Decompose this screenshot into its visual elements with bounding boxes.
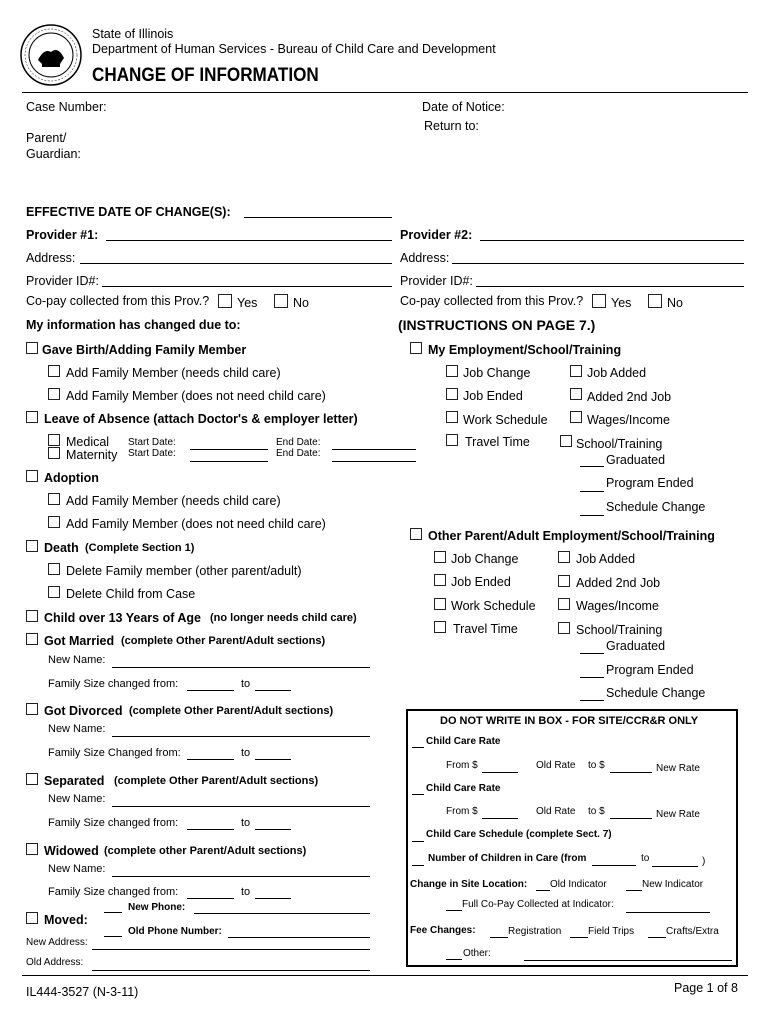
other-fee-field[interactable] xyxy=(524,960,732,961)
my-graduated-line[interactable] xyxy=(580,466,604,467)
full-copay-label: Full Co-Pay Collected at Indicator: xyxy=(462,899,614,910)
old-phone-check-line[interactable] xyxy=(104,936,122,937)
separated-size-to-field[interactable] xyxy=(255,829,291,830)
widowed-to-label: to xyxy=(241,886,251,898)
rate1-from-field[interactable] xyxy=(482,772,518,773)
other-work-schedule-label: Work Schedule xyxy=(451,599,536,613)
medical-start-label: Start Date: xyxy=(128,437,176,448)
state-seal-logo xyxy=(20,24,82,86)
add-no-care-label: Add Family Member (does not need child care) xyxy=(66,389,326,403)
parent-label: Parent/ xyxy=(26,131,67,145)
medical-end-field[interactable] xyxy=(332,449,416,450)
footer-divider xyxy=(22,975,748,976)
my-employment-label: My Employment/School/Training xyxy=(428,343,622,357)
full-copay-field[interactable] xyxy=(626,912,710,913)
other-added-2nd-label: Added 2nd Job xyxy=(576,576,661,590)
got-married-label: Got Married xyxy=(44,634,115,648)
effective-date-label: EFFECTIVE DATE OF CHANGE(S): xyxy=(26,205,231,219)
my-job-ended-label: Job Ended xyxy=(463,389,523,403)
my-work-schedule-checkbox[interactable] xyxy=(446,411,458,423)
separated-new-name-field[interactable] xyxy=(112,806,370,807)
maternity-start-field[interactable] xyxy=(190,461,268,462)
num-children-check-line[interactable] xyxy=(412,865,424,866)
other-schedule-change-line[interactable] xyxy=(580,700,604,701)
leave-of-absence-checkbox[interactable] xyxy=(26,411,38,423)
delete-member-checkbox[interactable] xyxy=(48,563,60,575)
widowed-size-to-field[interactable] xyxy=(255,898,291,899)
widowed-new-name-field[interactable] xyxy=(112,876,370,877)
maternity-label: Maternity xyxy=(66,448,118,462)
add-no-care-checkbox[interactable] xyxy=(48,388,60,400)
my-job-added-checkbox[interactable] xyxy=(570,365,582,377)
old-indicator-check-line[interactable] xyxy=(536,890,550,891)
site-location-label: Change in Site Location: xyxy=(410,879,528,890)
widowed-label: Widowed xyxy=(44,844,99,858)
provider1-id-label: Provider ID#: xyxy=(26,274,99,288)
my-schedule-change-label: Schedule Change xyxy=(606,500,706,514)
new-indicator-check-line[interactable] xyxy=(626,890,642,891)
other-school-training-label: School/Training xyxy=(576,623,663,637)
got-divorced-note: (complete Other Parent/Adult sections) xyxy=(129,705,334,717)
num-children-label: Number of Children in Care (from xyxy=(428,853,587,864)
maternity-checkbox[interactable] xyxy=(48,447,60,459)
separated-family-size-label: Family Size changed from: xyxy=(48,817,179,829)
my-program-ended-line[interactable] xyxy=(580,491,604,492)
adopt-no-care-label: Add Family Member (does not need child care) xyxy=(66,517,326,531)
other-employment-label: Other Parent/Adult Employment/School/Training xyxy=(428,529,715,543)
provider2-copay-no-checkbox[interactable] xyxy=(648,294,662,308)
provider1-field[interactable] xyxy=(106,240,392,241)
adopt-no-care-checkbox[interactable] xyxy=(48,516,60,528)
my-graduated-label: Graduated xyxy=(606,453,666,467)
my-schedule-change-line[interactable] xyxy=(580,515,604,516)
header-divider xyxy=(22,92,748,93)
my-employment-checkbox[interactable] xyxy=(410,342,422,354)
new-phone-field[interactable] xyxy=(194,913,370,914)
effective-date-field[interactable] xyxy=(244,217,392,218)
adoption-label: Adoption xyxy=(44,471,99,485)
my-job-added-label: Job Added xyxy=(587,366,647,380)
other-job-added-label: Job Added xyxy=(576,552,636,566)
my-wages-label: Wages/Income xyxy=(587,413,670,427)
other-program-ended-line[interactable] xyxy=(580,677,604,678)
other-added-2nd-checkbox[interactable] xyxy=(558,575,570,587)
rate1-label: Child Care Rate xyxy=(426,736,501,747)
divorced-new-name-field[interactable] xyxy=(112,736,370,737)
my-work-schedule-label: Work Schedule xyxy=(463,413,548,427)
separated-note: (complete Other Parent/Adult sections) xyxy=(114,775,319,787)
provider2-address-field[interactable] xyxy=(452,263,744,264)
num-children-close-paren: ) xyxy=(702,856,706,867)
other-job-ended-checkbox[interactable] xyxy=(434,574,446,586)
medical-checkbox[interactable] xyxy=(48,434,60,446)
married-to-label: to xyxy=(241,678,251,690)
case-number-label: Case Number: xyxy=(26,100,107,114)
crafts-check-line[interactable] xyxy=(648,937,666,938)
delete-child-checkbox[interactable] xyxy=(48,586,60,598)
my-travel-time-label: Travel Time xyxy=(465,435,530,449)
date-of-notice-label: Date of Notice: xyxy=(422,100,505,114)
adopt-needs-care-label: Add Family Member (needs child care) xyxy=(66,494,281,508)
widowed-family-size-label: Family Size changed from: xyxy=(48,886,179,898)
provider1-address-field[interactable] xyxy=(80,263,392,264)
other-job-change-checkbox[interactable] xyxy=(434,551,446,563)
widowed-size-from-field[interactable] xyxy=(187,898,234,899)
moved-label: Moved: xyxy=(44,913,88,927)
separated-size-from-field[interactable] xyxy=(187,829,234,830)
other-job-added-checkbox[interactable] xyxy=(558,551,570,563)
divorced-new-name-label: New Name: xyxy=(48,723,106,735)
num-children-from-field[interactable] xyxy=(592,865,636,866)
other-schedule-change-label: Schedule Change xyxy=(606,686,706,700)
add-needs-care-checkbox[interactable] xyxy=(48,365,60,377)
provider2-id-field[interactable] xyxy=(476,286,744,287)
got-married-note: (complete Other Parent/Adult sections) xyxy=(121,635,326,647)
rate2-check-line[interactable] xyxy=(412,794,424,795)
new-indicator-label: New Indicator xyxy=(642,879,704,890)
provider1-label: Provider #1: xyxy=(26,228,99,242)
got-divorced-label: Got Divorced xyxy=(44,704,123,718)
medical-start-field[interactable] xyxy=(190,449,268,450)
other-employment-checkbox[interactable] xyxy=(410,528,422,540)
gave-birth-checkbox[interactable] xyxy=(26,342,38,354)
rate2-to-label: to $ xyxy=(588,806,605,817)
maternity-end-label: End Date: xyxy=(276,448,321,459)
my-job-change-label: Job Change xyxy=(463,366,531,380)
department-name: Department of Human Services - Bureau of Child Care and Development xyxy=(92,42,496,56)
got-married-checkbox[interactable] xyxy=(26,633,38,645)
rate1-to-label: to $ xyxy=(588,760,605,771)
provider1-address-label: Address: xyxy=(26,251,76,265)
other-fee-label: Other: xyxy=(463,948,491,959)
changed-due-to-heading: My information has changed due to: xyxy=(26,318,241,332)
delete-child-label: Delete Child from Case xyxy=(66,587,196,601)
separated-checkbox[interactable] xyxy=(26,773,38,785)
maternity-end-field[interactable] xyxy=(332,461,416,462)
provider2-label: Provider #2: xyxy=(400,228,473,242)
provider2-yes-label: Yes xyxy=(611,296,632,310)
fee-changes-label: Fee Changes: xyxy=(410,925,476,936)
field-trips-label: Field Trips xyxy=(588,926,635,937)
death-note: (Complete Section 1) xyxy=(85,542,195,554)
provider2-no-label: No xyxy=(667,296,683,310)
other-job-change-label: Job Change xyxy=(451,552,519,566)
leave-of-absence-label: Leave of Absence (attach Doctor's & employer letter) xyxy=(44,412,358,426)
my-travel-time-checkbox[interactable] xyxy=(446,434,458,446)
divorced-family-size-label: Family Size Changed from: xyxy=(48,747,181,759)
married-new-name-field[interactable] xyxy=(112,667,370,668)
provider1-copay-no-checkbox[interactable] xyxy=(274,294,288,308)
old-indicator-label: Old Indicator xyxy=(550,879,607,890)
my-added-2nd-checkbox[interactable] xyxy=(570,388,582,400)
other-travel-time-label: Travel Time xyxy=(453,622,518,636)
moved-checkbox[interactable] xyxy=(26,912,38,924)
num-children-to-field[interactable] xyxy=(652,866,698,867)
rate2-old-rate-label: Old Rate xyxy=(536,806,576,817)
my-job-ended-checkbox[interactable] xyxy=(446,388,458,400)
separated-label: Separated xyxy=(44,774,105,788)
provider1-copay-yes-checkbox[interactable] xyxy=(218,294,232,308)
my-program-ended-label: Program Ended xyxy=(606,476,694,490)
office-box-title: DO NOT WRITE IN BOX - FOR SITE/CCR&R ONLY xyxy=(440,715,699,727)
provider2-copay-label: Co-pay collected from this Prov.? xyxy=(400,294,584,308)
other-fee-check-line[interactable] xyxy=(446,959,462,960)
other-wages-label: Wages/Income xyxy=(576,599,659,613)
other-school-training-checkbox[interactable] xyxy=(558,622,570,634)
other-work-schedule-checkbox[interactable] xyxy=(434,598,446,610)
page-title: CHANGE OF INFORMATION xyxy=(92,65,319,86)
rate2-from-label: From $ xyxy=(446,806,478,817)
old-address-label: Old Address: xyxy=(26,957,84,968)
other-program-ended-label: Program Ended xyxy=(606,663,694,677)
other-job-ended-label: Job Ended xyxy=(451,575,511,589)
instructions-note: (INSTRUCTIONS ON PAGE 7.) xyxy=(398,317,596,333)
provider1-id-field[interactable] xyxy=(102,286,392,287)
other-wages-checkbox[interactable] xyxy=(558,598,570,610)
separated-to-label: to xyxy=(241,817,251,829)
full-copay-check-line[interactable] xyxy=(446,910,462,911)
old-phone-label: Old Phone Number: xyxy=(128,926,222,937)
medical-label: Medical xyxy=(66,435,110,449)
rate1-from-label: From $ xyxy=(446,760,478,771)
registration-check-line[interactable] xyxy=(490,937,508,938)
other-travel-time-checkbox[interactable] xyxy=(434,621,446,633)
my-added-2nd-label: Added 2nd Job xyxy=(587,390,672,404)
adoption-checkbox[interactable] xyxy=(26,470,38,482)
my-wages-checkbox[interactable] xyxy=(570,411,582,423)
page-number: Page 1 of 8 xyxy=(674,981,738,995)
new-address-label: New Address: xyxy=(26,937,88,948)
rate2-to-field[interactable] xyxy=(610,818,652,819)
provider2-id-label: Provider ID#: xyxy=(400,274,473,288)
new-phone-check-line[interactable] xyxy=(104,912,122,913)
form-number: IL444-3527 (N-3-11) xyxy=(26,985,139,999)
provider1-copay-label: Co-pay collected from this Prov.? xyxy=(26,294,210,308)
delete-member-label: Delete Family member (other parent/adult) xyxy=(66,564,302,578)
rate1-new-rate-label: New Rate xyxy=(656,763,700,774)
schedule-check-line[interactable] xyxy=(412,841,424,842)
gave-birth-label: Gave Birth/Adding Family Member xyxy=(42,343,247,357)
schedule-label: Child Care Schedule (complete Sect. 7) xyxy=(426,829,612,840)
old-phone-field[interactable] xyxy=(228,937,370,938)
rate2-from-field[interactable] xyxy=(482,818,518,819)
old-address-field[interactable] xyxy=(92,970,370,971)
child-over-13-note: (no longer needs child care) xyxy=(210,612,357,624)
new-phone-label: New Phone: xyxy=(128,902,186,913)
divorced-size-to-field[interactable] xyxy=(255,759,291,760)
my-job-change-checkbox[interactable] xyxy=(446,365,458,377)
divorced-to-label: to xyxy=(241,747,251,759)
death-label: Death xyxy=(44,541,79,555)
rate2-new-rate-label: New Rate xyxy=(656,809,700,820)
rate1-old-rate-label: Old Rate xyxy=(536,760,576,771)
registration-label: Registration xyxy=(508,926,562,937)
child-over-13-label: Child over 13 Years of Age xyxy=(44,611,202,625)
provider1-yes-label: Yes xyxy=(237,296,258,310)
provider2-copay-yes-checkbox[interactable] xyxy=(592,294,606,308)
widowed-checkbox[interactable] xyxy=(26,843,38,855)
rate1-to-field[interactable] xyxy=(610,772,652,773)
my-school-training-checkbox[interactable] xyxy=(560,435,572,447)
return-to-label: Return to: xyxy=(424,119,479,133)
medical-end-label: End Date: xyxy=(276,437,321,448)
field-trips-check-line[interactable] xyxy=(570,937,588,938)
provider2-field[interactable] xyxy=(480,240,744,241)
provider2-address-label: Address: xyxy=(400,251,450,265)
married-new-name-label: New Name: xyxy=(48,654,106,666)
married-size-from-field[interactable] xyxy=(187,690,234,691)
guardian-label: Guardian: xyxy=(26,147,81,161)
state-name: State of Illinois xyxy=(92,27,174,41)
married-size-to-field[interactable] xyxy=(255,690,291,691)
adopt-needs-care-checkbox[interactable] xyxy=(48,493,60,505)
my-school-training-label: School/Training xyxy=(576,437,663,451)
other-graduated-line[interactable] xyxy=(580,653,604,654)
got-divorced-checkbox[interactable] xyxy=(26,703,38,715)
widowed-new-name-label: New Name: xyxy=(48,863,106,875)
widowed-note: (complete other Parent/Adult sections) xyxy=(104,845,307,857)
new-address-field[interactable] xyxy=(92,949,370,950)
child-over-13-checkbox[interactable] xyxy=(26,610,38,622)
death-checkbox[interactable] xyxy=(26,540,38,552)
num-children-to-label: to xyxy=(641,853,650,864)
other-graduated-label: Graduated xyxy=(606,639,666,653)
crafts-label: Crafts/Extra xyxy=(666,926,719,937)
separated-new-name-label: New Name: xyxy=(48,793,106,805)
provider1-no-label: No xyxy=(293,296,309,310)
maternity-start-label: Start Date: xyxy=(128,448,176,459)
divorced-size-from-field[interactable] xyxy=(187,759,234,760)
rate1-check-line[interactable] xyxy=(412,747,424,748)
married-family-size-label: Family Size changed from: xyxy=(48,678,179,690)
rate2-label: Child Care Rate xyxy=(426,783,501,794)
add-needs-care-label: Add Family Member (needs child care) xyxy=(66,366,281,380)
